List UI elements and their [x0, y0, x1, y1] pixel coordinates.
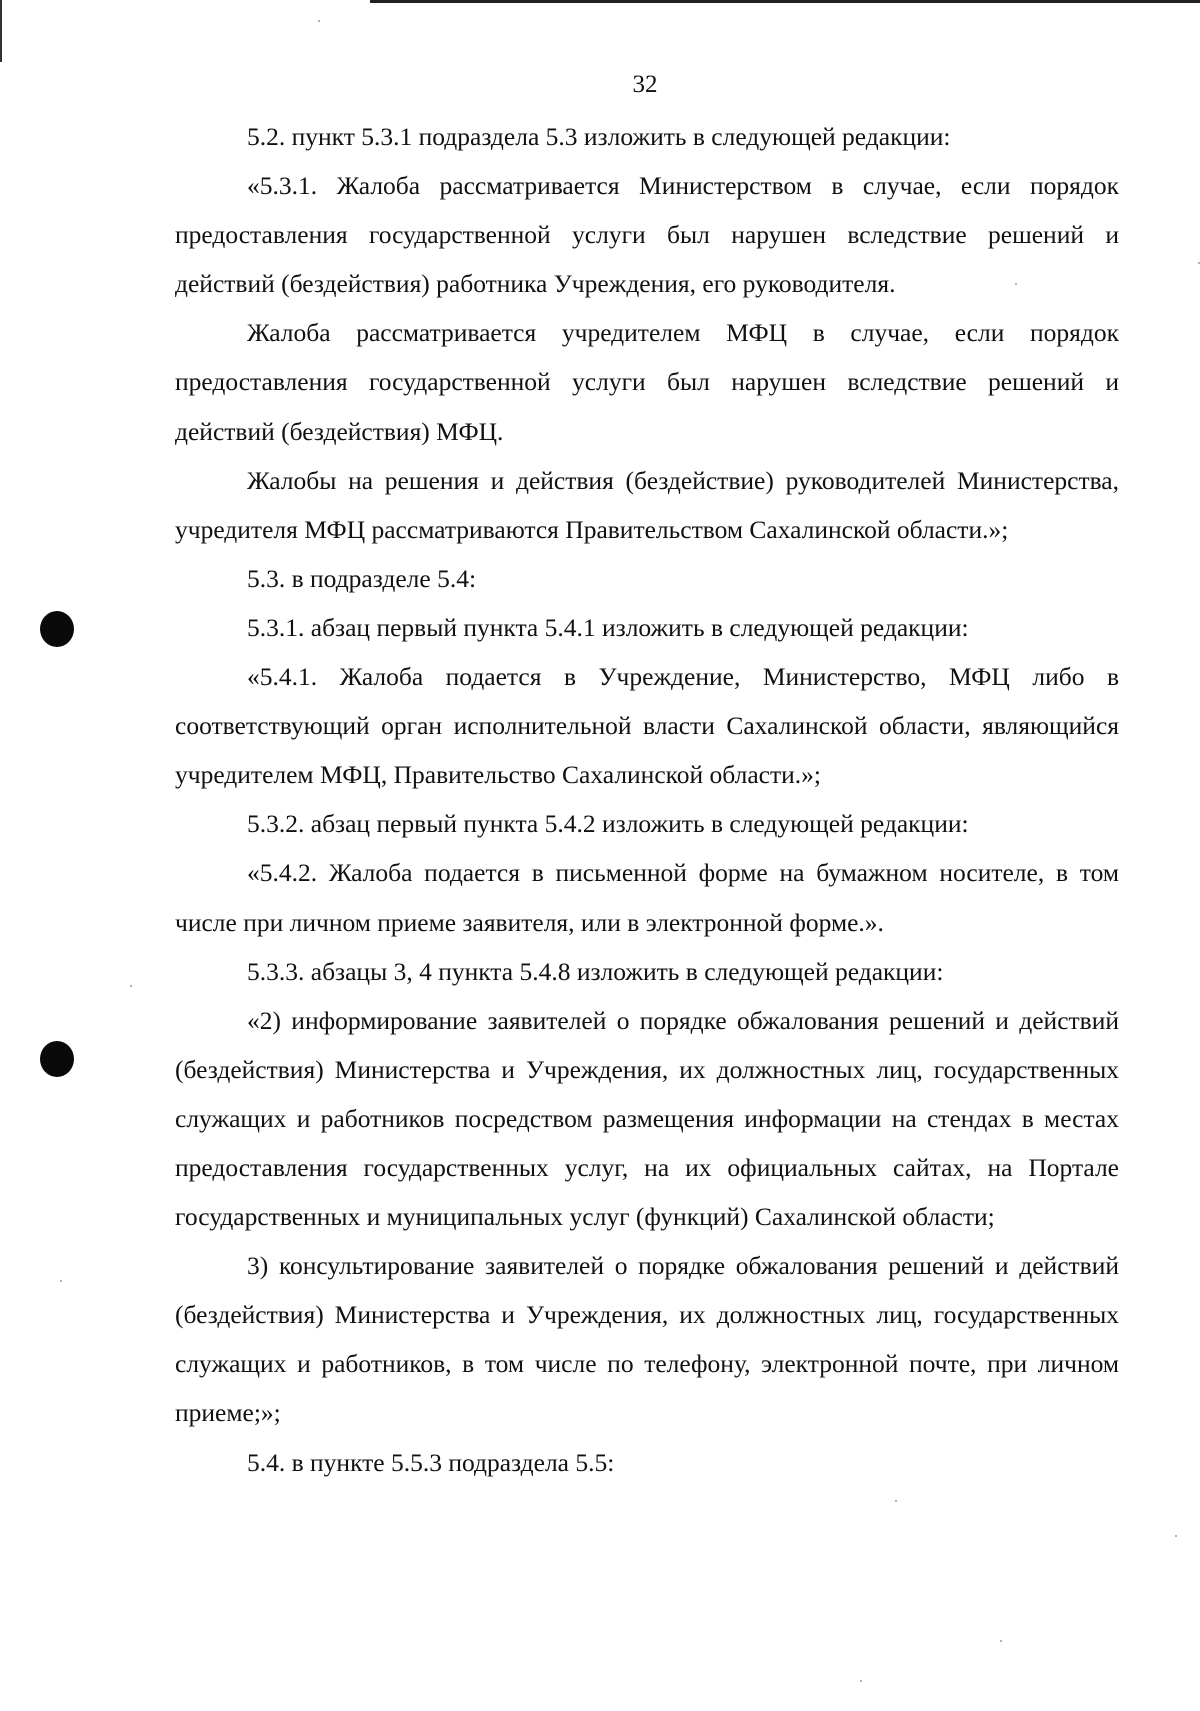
scan-speck [60, 1280, 62, 1282]
paragraph: «5.3.1. Жалоба рассматривается Министерством в случае, если порядок предоставления государственной услуги был нарушен вследствие решений и действий (бездействия) работника Учреждения, его руководителя. [175, 171, 1119, 299]
scan-edge-left [0, 0, 2, 62]
paragraph: 5.3. в подразделе 5.4: [247, 563, 477, 593]
scan-speck [860, 1680, 862, 1682]
paragraph: «2) информирование заявителей о порядке обжалования решений и действий (бездействия) Министерства и Учреждения, их должностных лиц, государственных служащих и работников посредством размещения информации на стендах в местах предоставления государственных услуг, на их официальных сайтах, на Портале государственных и муниципальных услуг (функций) Сахалинской области; [175, 1005, 1119, 1232]
scan-speck [1175, 1535, 1177, 1537]
scan-speck [1000, 1640, 1002, 1642]
paragraph: «5.4.1. Жалоба подается в Учреждение, Министерство, МФЦ либо в соответствующий орган исполнительной власти Сахалинской области, являющийся учредителем МФЦ, Правительство Сахалинской области.»; [175, 662, 1119, 790]
paragraph: 5.3.1. абзац первый пункта 5.4.1 изложить в следующей редакции: [247, 612, 969, 642]
scan-speck [130, 985, 132, 987]
scan-speck [895, 1500, 897, 1502]
paragraph: Жалобы на решения и действия (бездействие) руководителей Министерства, учредителя МФЦ рассматриваются Правительством Сахалинской области.»; [175, 465, 1119, 544]
scan-edge-top [370, 0, 1200, 3]
paragraph: 5.2. пункт 5.3.1 подраздела 5.3 изложить в следующей редакции: [247, 122, 951, 151]
paragraph: 5.3.2. абзац первый пункта 5.4.2 изложить в следующей редакции: [247, 809, 969, 839]
punch-hole-mark [40, 1041, 74, 1077]
scan-speck [318, 20, 320, 22]
paragraph: 3) консультирование заявителей о порядке обжалования решений и действий (бездействия) Министерства и Учреждения, их должностных лиц, государственных служащих и работников, в том числе по телефону, электронной почте, при личном приеме;»; [175, 1251, 1119, 1428]
paragraph: «5.4.2. Жалоба подается в письменной форме на бумажном носителе, в том числе при личном приеме заявителя, или в электронной форме.». [175, 858, 1119, 937]
paragraph: Жалоба рассматривается учредителем МФЦ в случае, если порядок предоставления государственной услуги был нарушен вследствие решений и действий (бездействия) МФЦ. [175, 318, 1119, 446]
document-body [175, 112, 1119, 1487]
paragraph: 5.3.3. абзацы 3, 4 пункта 5.4.8 изложить в следующей редакции: [247, 956, 944, 986]
punch-hole-mark [40, 611, 74, 647]
page-number: 32 [632, 71, 658, 98]
paragraph: 5.4. в пункте 5.5.3 подраздела 5.5: [247, 1447, 615, 1477]
